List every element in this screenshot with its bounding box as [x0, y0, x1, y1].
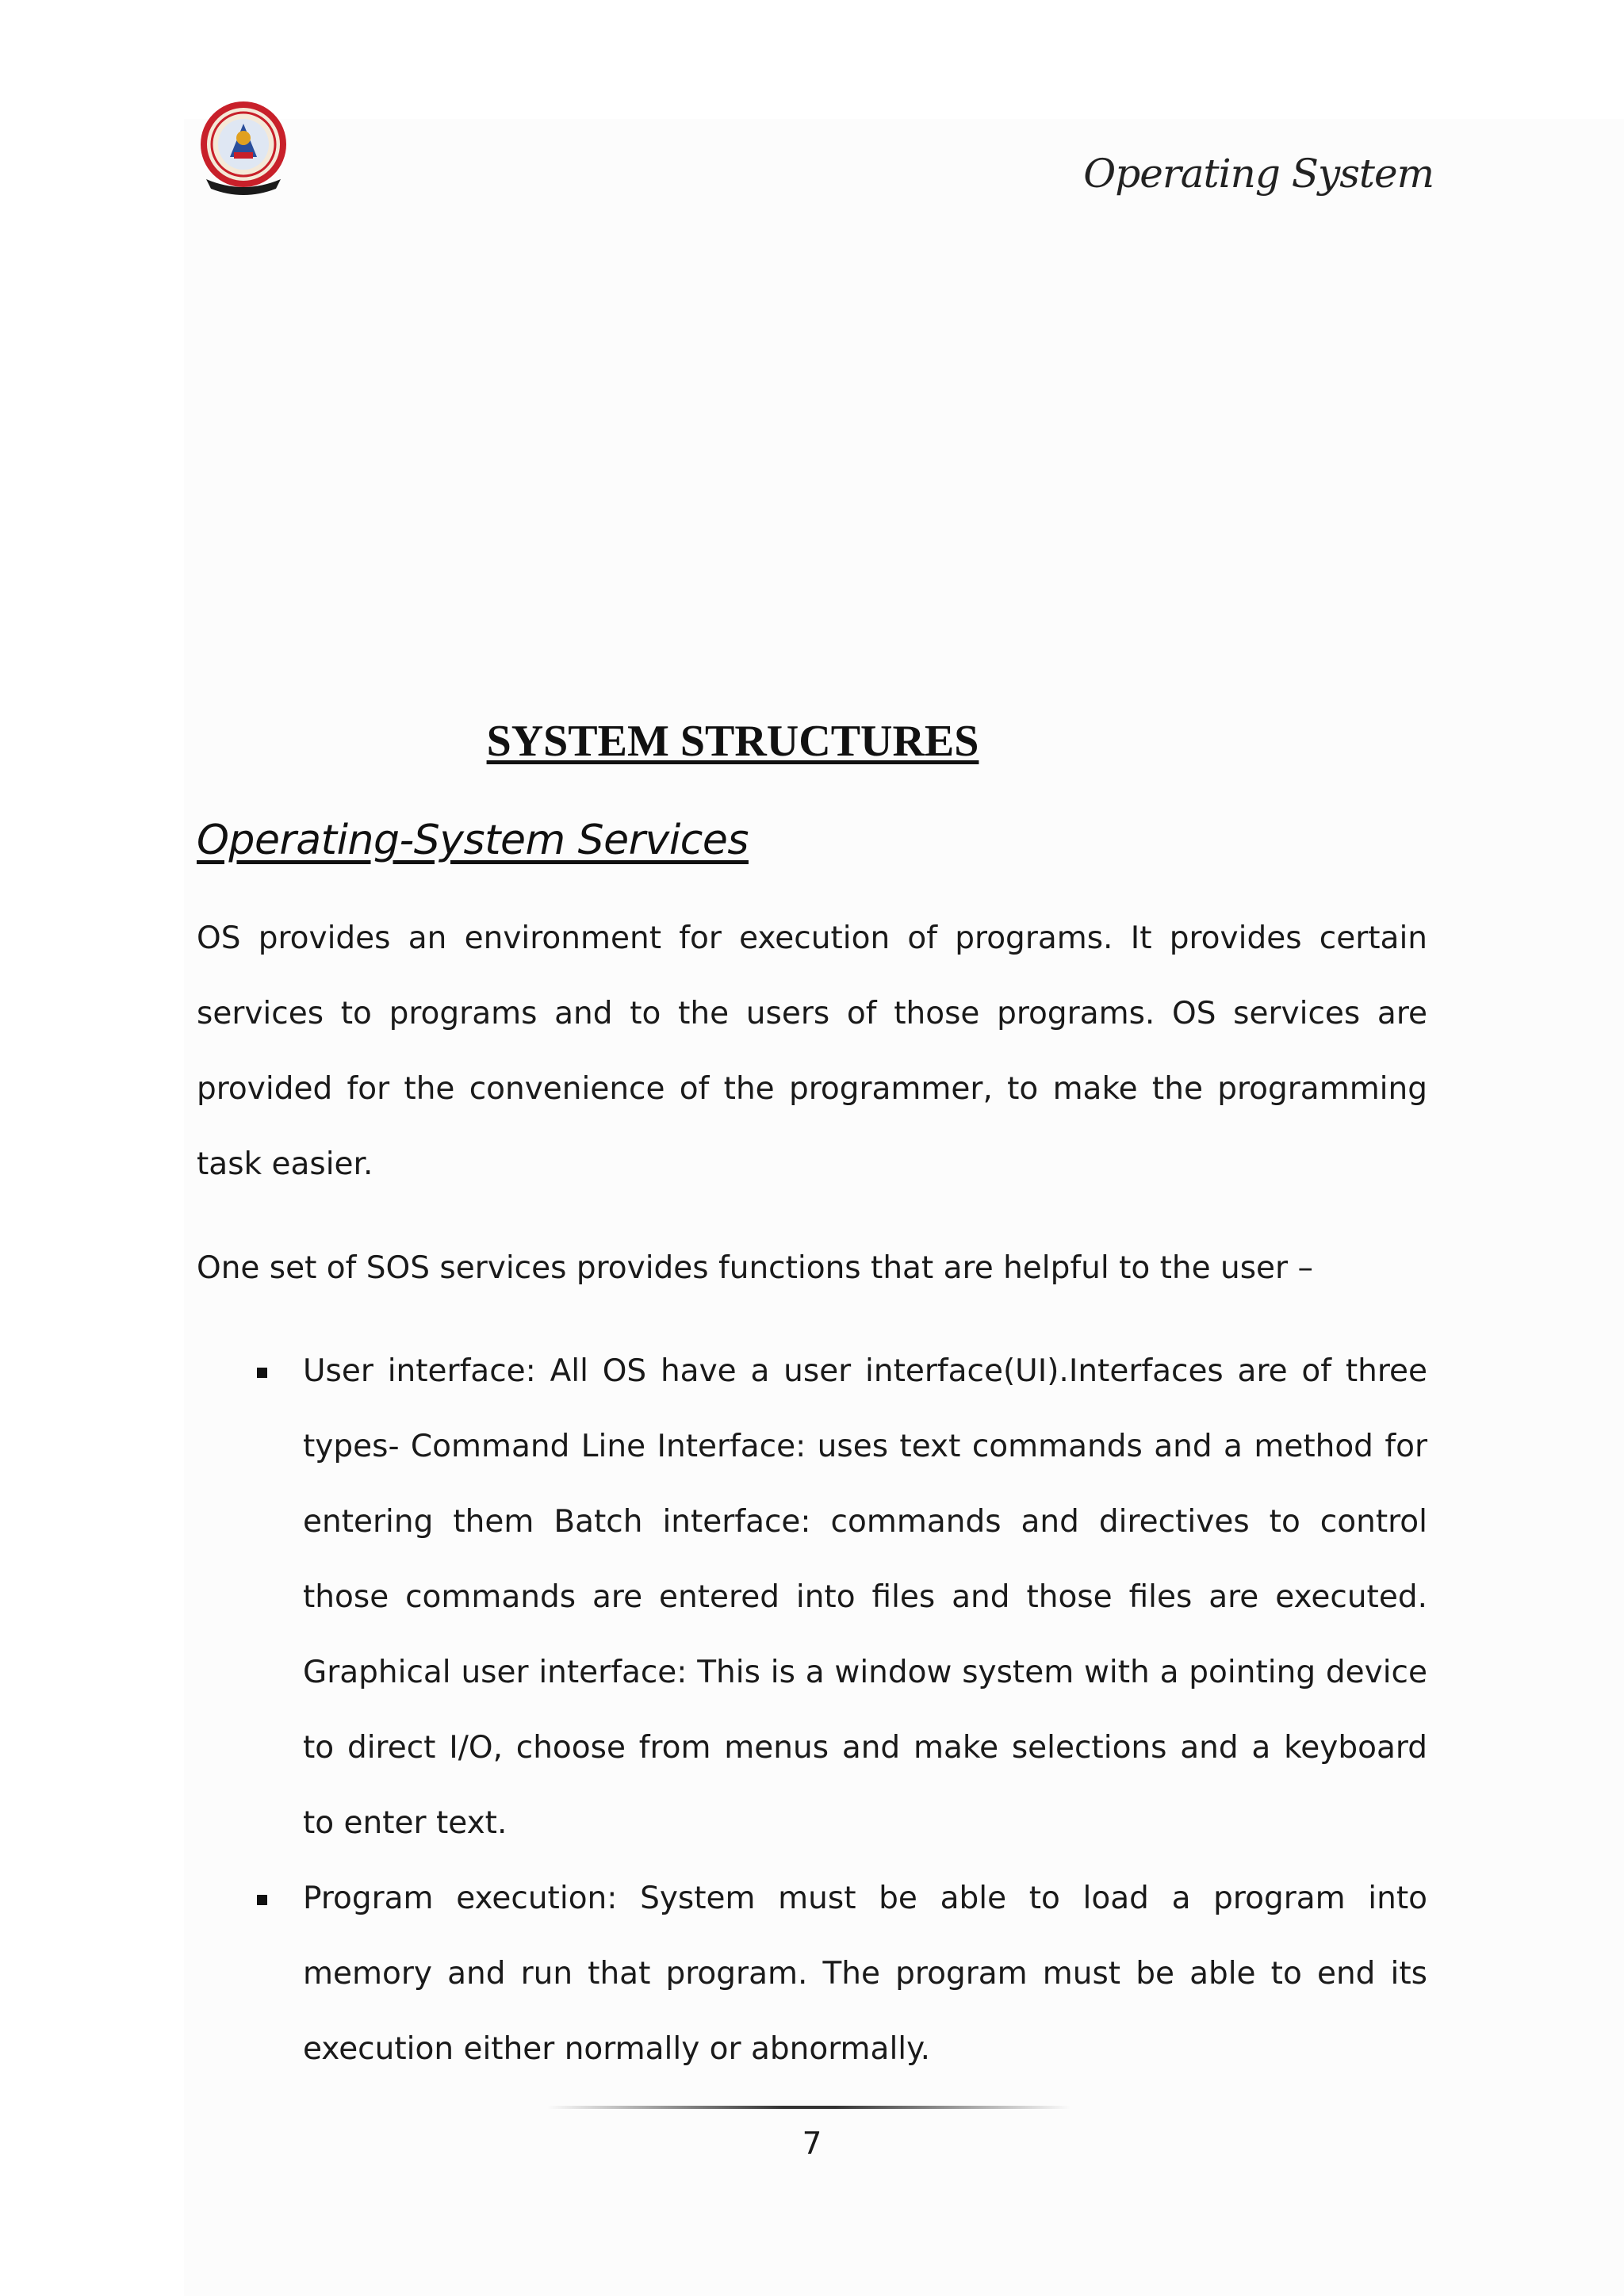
- square-bullet-icon: [257, 1368, 267, 1378]
- list-item: [197, 1334, 1427, 1861]
- section-title: Operating-System Services: [197, 817, 749, 864]
- services-intro-paragraph: One set of SOS services provides functions that are helpful to the user –: [197, 1250, 1313, 1286]
- list-item-text: User interface: All OS have a user interface(UI).Interfaces are of three types- Command Line Interface: uses text commands and a method for entering them Batch interface: commands and directives to control those commands are entered into files and those files are executed. Graphical user interface: This is a window system with a pointing device to direct I/O, choose from menus and make selections and a keyboard to enter text.: [303, 1353, 1427, 1841]
- header-title: Operating System: [1083, 151, 1434, 197]
- list-item: [197, 1861, 1427, 2087]
- page-number: 7: [802, 2126, 822, 2162]
- services-list: [197, 1334, 1427, 2087]
- list-item-text: Program execution: System must be able to load a program into memory and run that program. The program must be able to end its execution either normally or abnormally.: [303, 1881, 1427, 2067]
- institution-logo: [197, 97, 290, 198]
- intro-paragraph: OS provides an environment for execution of programs. It provides certain services to programs and to the users of those programs. OS services are provided for the convenience of the programmer, to make the programming task easier.: [197, 920, 1427, 1182]
- chapter-title: SYSTEM STRUCTURES: [486, 717, 979, 766]
- footer-divider: [547, 2106, 1071, 2109]
- square-bullet-icon: [257, 1895, 267, 1905]
